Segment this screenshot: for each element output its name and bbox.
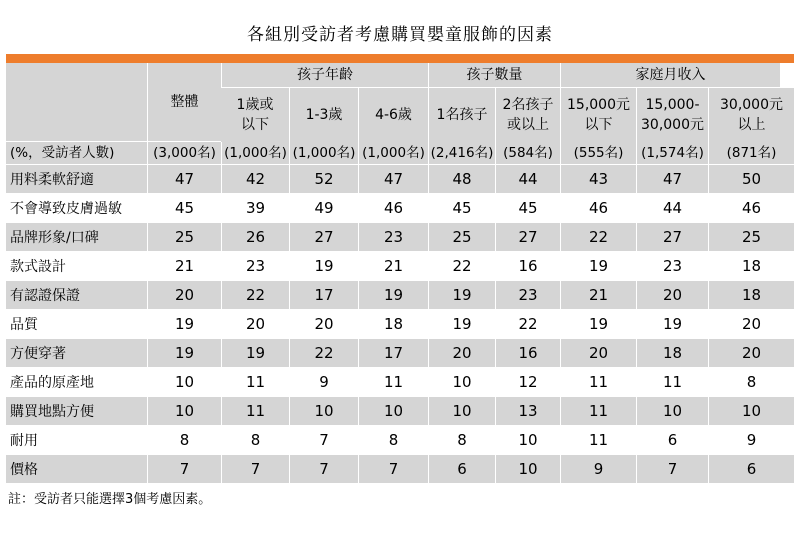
table-cell: 49 [289,193,358,222]
header-group-income: 家庭月收入 [560,63,780,88]
table-cell: 46 [358,193,428,222]
table-cell: 19 [428,280,495,309]
table-cell: 19 [636,309,708,338]
table-cell: 21 [147,251,221,280]
table-cell: 7 [147,454,221,483]
row-label-header: (%，受訪者人數) [6,142,147,164]
header-subcol: 4-6歲 [358,88,428,142]
table-cell: 11 [560,396,636,425]
table-cell: 20 [636,280,708,309]
table-cell: 10 [147,396,221,425]
table-cell: 48 [428,164,495,193]
row-label: 購買地點方便 [6,396,147,425]
table-cell: 18 [708,280,794,309]
table-row [6,251,794,280]
table-cell: 27 [495,222,560,251]
header-group-children: 孩子數量 [428,63,560,88]
table-cell: 26 [221,222,289,251]
table-cell: 19 [147,338,221,367]
header-count: (3,000名) [147,142,221,164]
table-cell: 19 [358,280,428,309]
table-cell: 47 [358,164,428,193]
header-overall: 整體 [147,63,221,142]
table-cell: 20 [708,309,794,338]
table-row [6,454,794,483]
table-cell: 43 [560,164,636,193]
row-label: 產品的原產地 [6,367,147,396]
table-row [6,396,794,425]
table-cell: 10 [495,454,560,483]
table-cell: 7 [289,454,358,483]
table-cell: 7 [358,454,428,483]
table-cell: 6 [708,454,794,483]
header-group-age: 孩子年齡 [221,63,428,88]
header-subcol: 15,000元 以下 [560,88,636,142]
table-cell: 47 [636,164,708,193]
table-cell: 50 [708,164,794,193]
table-cell: 10 [708,396,794,425]
header-subcol: 30,000元 以上 [708,88,794,142]
table-cell: 8 [221,425,289,454]
header-count: (584名) [495,142,560,164]
table-row [6,338,794,367]
table-cell: 52 [289,164,358,193]
row-label: 價格 [6,454,147,483]
table-cell: 23 [358,222,428,251]
header-count: (1,000名) [358,142,428,164]
table-cell: 45 [428,193,495,222]
table-cell: 23 [221,251,289,280]
table-cell: 45 [147,193,221,222]
table-cell: 25 [708,222,794,251]
table-row [6,367,794,396]
header-subcol: 1名孩子 [428,88,495,142]
table-row [6,425,794,454]
table-cell: 11 [358,367,428,396]
table-cell: 16 [495,338,560,367]
table-cell: 10 [358,396,428,425]
table-cell: 44 [495,164,560,193]
table-cell: 19 [428,309,495,338]
header-subcol: 15,000- 30,000元 [636,88,708,142]
table-cell: 7 [221,454,289,483]
table-row [6,309,794,338]
table-cell: 46 [560,193,636,222]
table-cell: 20 [708,338,794,367]
table-cell: 21 [358,251,428,280]
table-cell: 10 [428,396,495,425]
row-label: 款式設計 [6,251,147,280]
table-cell: 6 [636,425,708,454]
table-cell: 17 [358,338,428,367]
row-label: 有認證保證 [6,280,147,309]
table-title: 各組別受訪者考慮購買嬰童服飾的因素 [247,25,553,45]
header-count: (555名) [560,142,636,164]
table-cell: 8 [428,425,495,454]
table-cell: 16 [495,251,560,280]
table-cell: 42 [221,164,289,193]
table-cell: 19 [289,251,358,280]
table-cell: 11 [221,367,289,396]
table-cell: 45 [495,193,560,222]
table-cell: 10 [428,367,495,396]
table-cell: 19 [147,309,221,338]
header-count: (1,574名) [636,142,708,164]
table-cell: 27 [636,222,708,251]
row-label: 耐用 [6,425,147,454]
table-cell: 10 [289,396,358,425]
table-cell: 17 [289,280,358,309]
table-cell: 8 [147,425,221,454]
table-cell: 19 [221,338,289,367]
header-subcol: 1-3歲 [289,88,358,142]
row-label: 方便穿著 [6,338,147,367]
table-cell: 21 [560,280,636,309]
row-label: 用料柔軟舒適 [6,164,147,193]
header-corner [6,63,147,142]
table-cell: 7 [636,454,708,483]
table-cell: 18 [636,338,708,367]
header-count: (2,416名) [428,142,495,164]
header-subcol: 2名孩子 或以上 [495,88,560,142]
table-cell: 18 [358,309,428,338]
table-cell: 11 [560,367,636,396]
table-cell: 11 [221,396,289,425]
table-cell: 20 [147,280,221,309]
table-row [6,193,794,222]
header-subcol: 1歲或 以下 [221,88,289,142]
table-cell: 8 [358,425,428,454]
table-cell: 20 [560,338,636,367]
table-cell: 23 [495,280,560,309]
table-cell: 47 [147,164,221,193]
table-cell: 11 [636,367,708,396]
table-cell: 22 [221,280,289,309]
table-cell: 46 [708,193,794,222]
table-cell: 44 [636,193,708,222]
footnote: 註：受訪者只能選擇3個考慮因素。 [8,492,212,507]
table-cell: 9 [560,454,636,483]
table-cell: 27 [289,222,358,251]
table-row [6,164,794,193]
table-cell: 25 [428,222,495,251]
table-cell: 11 [560,425,636,454]
row-label: 品質 [6,309,147,338]
table-cell: 20 [289,309,358,338]
table-cell: 10 [495,425,560,454]
table-cell: 20 [428,338,495,367]
survey-table [6,63,794,483]
table-cell: 9 [289,367,358,396]
table-cell: 10 [636,396,708,425]
table-cell: 13 [495,396,560,425]
table-row [6,280,794,309]
table-cell: 8 [708,367,794,396]
header-count: (1,000名) [221,142,289,164]
table-cell: 25 [147,222,221,251]
table-cell: 12 [495,367,560,396]
table-row [6,222,794,251]
table-cell: 22 [495,309,560,338]
accent-bar [6,54,794,63]
table-cell: 6 [428,454,495,483]
header-count: (1,000名) [289,142,358,164]
table-cell: 22 [428,251,495,280]
table-cell: 7 [289,425,358,454]
table-cell: 22 [560,222,636,251]
header-count: (871名) [708,142,794,164]
table-cell: 23 [636,251,708,280]
table-cell: 22 [289,338,358,367]
row-label: 不會導致皮膚過敏 [6,193,147,222]
table-cell: 18 [708,251,794,280]
table-cell: 9 [708,425,794,454]
table-cell: 19 [560,251,636,280]
table-cell: 20 [221,309,289,338]
table-cell: 39 [221,193,289,222]
table-cell: 10 [147,367,221,396]
table-cell: 19 [560,309,636,338]
row-label: 品牌形象/口碑 [6,222,147,251]
